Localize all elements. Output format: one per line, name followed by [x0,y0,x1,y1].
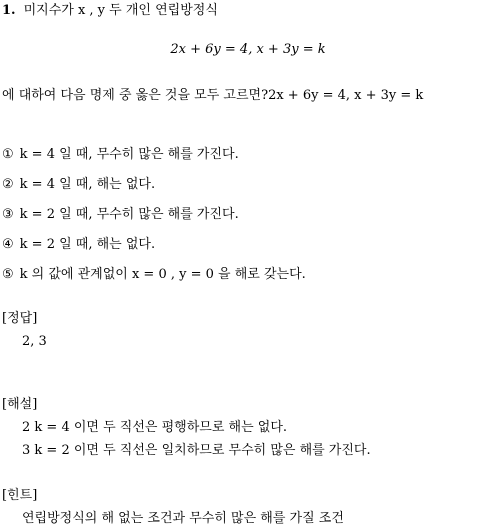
hint-text: 연립방정식의 해 없는 조건과 무수히 많은 해를 가질 조건 [22,511,344,526]
question [2,2,218,20]
answer-header: [정답] [2,311,38,326]
choice-number: ④ [2,237,14,252]
explanation-line-1: 2 k = 4 이면 두 직선은 평행하므로 해는 없다. [22,420,288,435]
choice-text: k 의 값에 관계없이 x = 0 , y = 0 을 해로 갖는다. [19,267,306,282]
choice-text: k = 4 일 때, 해는 없다. [19,177,156,192]
choice-1[interactable] [2,146,239,164]
question-text: 미지수가 x , y 두 개인 연립방정식 [23,3,218,18]
choice-3[interactable] [2,206,239,224]
choice-5[interactable] [2,266,306,284]
choice-number: ① [2,147,14,162]
choice-text: k = 4 일 때, 무수히 많은 해를 가진다. [19,147,239,162]
question-statement: 에 대하여 다음 명제 중 옳은 것을 모두 고르면?2x + 6y = 4, x + 3y = k [2,88,424,103]
choice-text: k = 2 일 때, 무수히 많은 해를 가진다. [19,207,239,222]
choice-4[interactable] [2,236,155,254]
choice-number: ③ [2,207,14,222]
hint-header: [힌트] [2,488,38,503]
answer-value: 2, 3 [22,334,47,349]
choice-text: k = 2 일 때, 해는 없다. [19,237,156,252]
question-number: 1. [2,3,16,18]
equation-display: 2x + 6y = 4, x + 3y = k [170,42,326,57]
choice-2[interactable] [2,176,155,194]
choice-number: ② [2,177,14,192]
choice-number: ⑤ [2,267,14,282]
explanation-line-2: 3 k = 2 이면 두 직선은 일치하므로 무수히 많은 해를 가진다. [22,443,371,458]
explanation-header: [해설] [2,397,38,412]
